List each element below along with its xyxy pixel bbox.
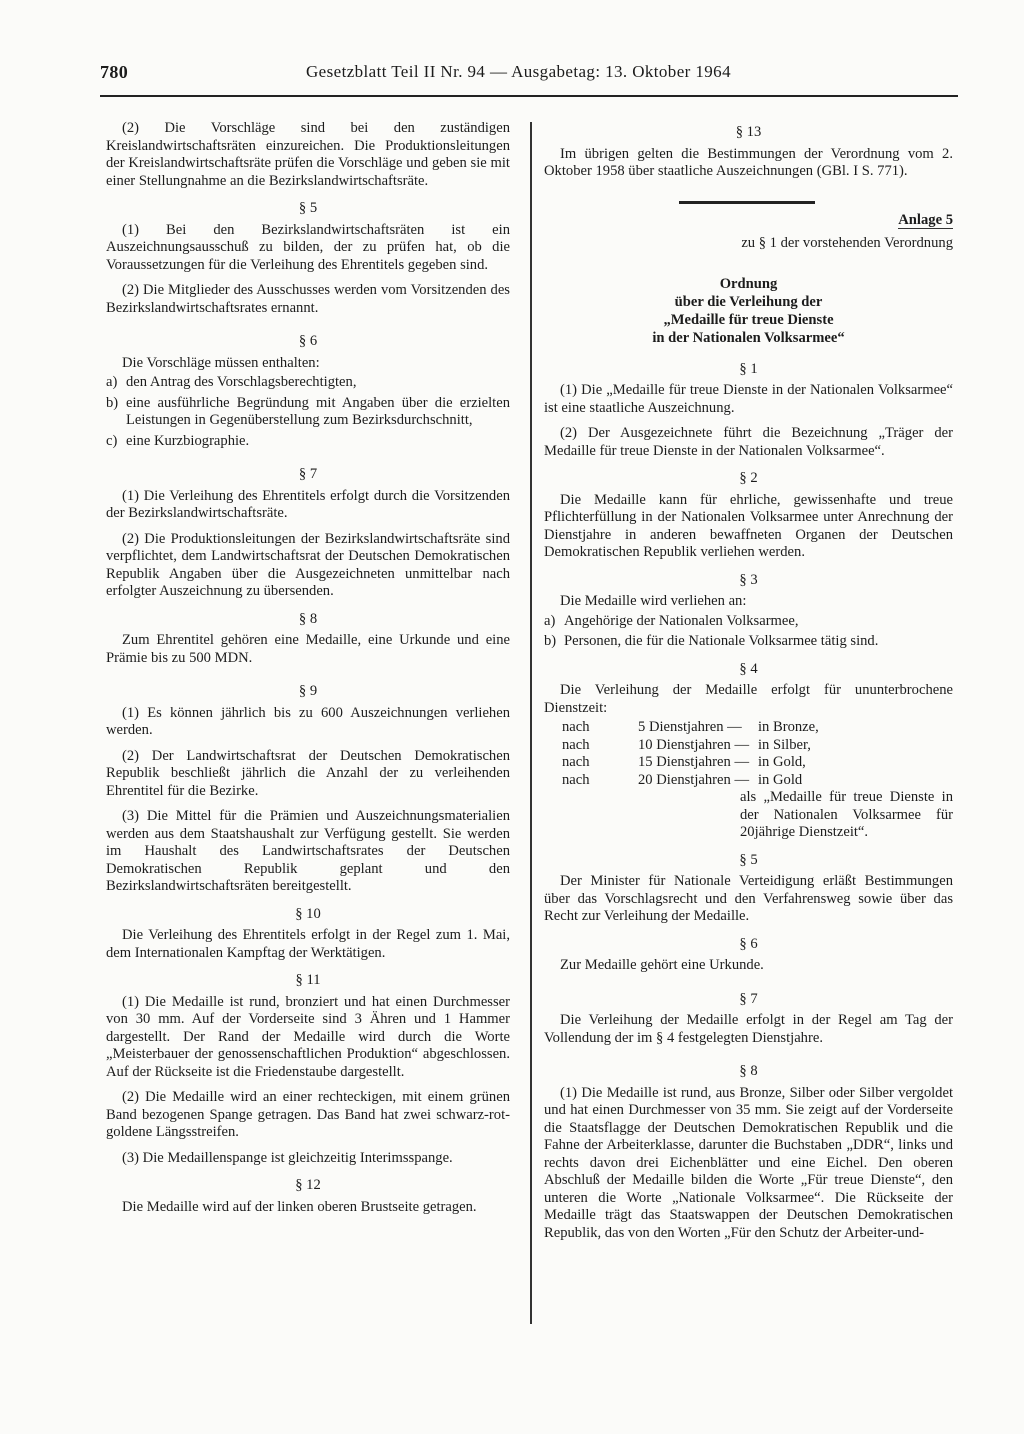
section-heading: § 6 <box>298 333 318 349</box>
row-years: 15 Dienstjahren — <box>638 754 750 770</box>
section-heading: § 7 <box>298 466 318 482</box>
paragraph: (1) Bei den Bezirkslandwirtschaftsräten ist ein Auszeichnungsausschuß zu bilden, der zu prüfen hat, ob die Voraussetzungen für die Verleihung des Ehrentitels gegeben sind. <box>106 221 510 273</box>
section-heading: § 7 <box>739 990 758 1007</box>
section-heading: § 8 <box>739 1063 758 1079</box>
paragraph: Zur Medaille gehört eine Urkunde. <box>560 957 764 973</box>
list-label: a) <box>544 612 556 629</box>
column-divider <box>530 122 532 1324</box>
section-heading: § 1 <box>739 360 758 377</box>
annex-title <box>544 212 953 230</box>
list-item <box>544 633 953 651</box>
list-item <box>106 395 510 430</box>
list-text: den Antrag des Vorschlagsberechtigten, <box>126 374 357 390</box>
row-prefix: nach <box>562 771 590 788</box>
annex-rule <box>679 201 815 204</box>
list-text: eine ausführliche Begründung mit Angaben über die erzielten Leistungen in Gegenüberstellung zum Bezirksdurchschnitt, <box>126 394 510 428</box>
row-prefix: nach <box>562 719 590 735</box>
paragraph: Die Medaille wird verliehen an: <box>560 593 747 609</box>
header-rule <box>100 95 958 97</box>
paragraph: (1) Es können jährlich bis zu 600 Auszeichnungen verliehen werden. <box>106 704 510 738</box>
section-heading: § 9 <box>298 683 318 699</box>
row-years: 5 Dienstjahren — <box>638 719 742 735</box>
paragraph: (3) Die Mittel für die Prämien und Auszeichnungsmaterialien werden aus dem Staatshaushalt zur Verfügung gestellt. Sie werden im Haushalt des Landwirtschaftsrates der Deutschen Demokratischen Republik geplant und den Bezirkslandwirtschaftsräten bereitgestellt. <box>106 808 510 894</box>
paragraph: Die Medaille kann für ehrliche, gewissenhafte und treue Pflichterfüllung in der Nationalen Volksarmee unter Anrechnung der Dienstjahre in anderen bewaffneten Organen der Deutschen Demokratischen Republik verliehen werden. <box>544 491 953 560</box>
section-heading: § 5 <box>298 200 318 216</box>
paragraph: (1) Die Medaille ist rund, bronziert und hat einen Durchmesser von 30 mm. Auf der Vorderseite sind 3 Ähren und 1 Hammer dargestellt. Der Rand der Medaille wird durch die Worte „Meisterbauer der genossenschaftlichen Produktion“ abgeschlossen. Auf der Rückseite ist die Friedenstaube dargestellt. <box>106 993 510 1080</box>
section-heading: § 5 <box>739 851 758 868</box>
paragraph: Zum Ehrentitel gehören eine Medaille, eine Urkunde und eine Prämie bis zu 500 MDN. <box>106 632 510 666</box>
service-years-row <box>562 772 953 790</box>
paragraph: Im übrigen gelten die Bestimmungen der Verordnung vom 2. Oktober 1958 über staatliche Auszeichnungen (GBl. I S. 771). <box>544 145 953 179</box>
annex-title-text: Anlage 5 <box>898 211 953 228</box>
section-heading: § 13 <box>735 124 762 140</box>
list-item <box>106 433 510 451</box>
paragraph: Die Verleihung der Medaille erfolgt in der Regel am Tag der Vollendung der im § 4 festgelegten Dienstjahre. <box>544 1012 953 1046</box>
paragraph: (2) Der Ausgezeichnete führt die Bezeichnung „Träger der Medaille für treue Dienste in der Nationalen Volksarmee“. <box>544 425 953 459</box>
paragraph: (2) Die Vorschläge sind bei den zuständigen Kreislandwirtschaftsräten einzureichen. Die Produktionsleitungen der Kreislandwirtschaftsräte prüfen die Vorschläge und geben sie mit einer Stellungnahme an die Bezirkslandwirtschaftsräte. <box>106 120 510 189</box>
section-heading: § 8 <box>298 610 318 627</box>
paragraph: (1) Die „Medaille für treue Dienste in der Nationalen Volksarmee“ ist eine staatliche Auszeichnung. <box>544 382 953 416</box>
list-label: b) <box>544 633 557 649</box>
row-grade: in Silber, <box>758 736 811 753</box>
list-label: a) <box>106 374 118 390</box>
section-heading: § 4 <box>739 660 758 677</box>
left-column <box>106 120 510 1224</box>
paragraph: Die Verleihung des Ehrentitels erfolgt in der Regel zum 1. Mai, dem Internationalen Kampftag der Werktätigen. <box>106 927 510 961</box>
page-header <box>100 62 958 86</box>
row-grade: in Gold, <box>758 754 806 770</box>
row-prefix: nach <box>562 754 590 770</box>
paragraph: Die Medaille wird auf der linken oberen Brustseite getragen. <box>122 1198 477 1215</box>
list-text: Angehörige der Nationalen Volksarmee, <box>564 612 799 629</box>
order-title-line: in der Nationalen Volksarmee“ <box>652 329 845 346</box>
service-years-row <box>562 719 953 737</box>
service-years-row <box>562 737 953 755</box>
list-label: b) <box>106 394 119 411</box>
section-heading: § 11 <box>295 972 321 988</box>
order-title <box>544 275 953 347</box>
running-title: Gesetzblatt Teil II Nr. 94 — Ausgabetag: 13. Oktober 1964 <box>306 62 731 81</box>
row-grade: in Bronze, <box>758 719 819 735</box>
paragraph: (2) Die Mitglieder des Ausschusses werden vom Vorsitzenden des Bezirkslandwirtschaftsrates ernannt. <box>106 282 510 316</box>
order-title-line: über die Verleihung der <box>674 293 823 310</box>
row-years: 20 Dienstjahren — <box>638 771 750 788</box>
paragraph: Die Verleihung der Medaille erfolgt für ununterbrochene Dienstzeit: <box>544 682 953 716</box>
list-item <box>106 374 510 392</box>
row-prefix: nach <box>562 736 590 753</box>
section-heading: § 3 <box>739 571 758 588</box>
paragraph: (1) Die Verleihung des Ehrentitels erfolgt durch die Vorsitzenden der Bezirkslandwirtschaftsräte. <box>106 487 510 521</box>
order-title-line: „Medaille für treue Dienste <box>663 311 834 328</box>
paragraph: (2) Die Produktionsleitungen der Bezirkslandwirtschaftsräte sind verpflichtet, dem Landwirtschaftsrat der Deutschen Demokratischen Republik Angaben über die Ausgezeichneten unmittelbar nach erfolgter Auszeichnung zu übersenden. <box>106 530 510 599</box>
paragraph: (2) Die Medaille wird an einer rechteckigen, mit einem grünen Band bezogenen Spange getragen. Das Band hat zwei schwarz-rot-goldene Längsstreifen. <box>106 1089 510 1140</box>
paragraph: (3) Die Medaillenspange ist gleichzeitig Interimsspange. <box>122 1149 453 1166</box>
row-grade: in Gold <box>758 771 803 788</box>
paragraph: Der Minister für Nationale Verteidigung erläßt Bestimmungen über das Vorschlagsrecht und den Verfahrensweg sowie über das Recht zur Verleihung der Medaille. <box>544 873 953 924</box>
list-text: Personen, die für die Nationale Volksarmee tätig sind. <box>564 633 879 649</box>
paragraph: (2) Der Landwirtschaftsrat der Deutschen Demokratischen Republik beschließt jährlich die Anzahl der zu verleihenden Ehrentitel für die Bezirke. <box>106 747 510 799</box>
paragraph: Die Vorschläge müssen enthalten: <box>122 354 320 371</box>
paragraph: (1) Die Medaille ist rund, aus Bronze, Silber oder Silber vergoldet und hat einen Durchmesser von 35 mm. Sie zeigt auf der Vorderseite die Staatsflagge der Deutschen Demokratischen Republik und die Fahne der Arbeiterklasse, darunter die Buchstaben „DDR“, links und rechts davon drei Eichenblätter und eine Eichel. Den oberen Abschluß der Medaille bilden die Worte „Für treue Dienste“, den unteren die Worte „Nationale Volksarmee“. Die Rückseite der Medaille trägt das Staatswappen der Deutschen Demokratischen Republik, das von den Worten „Für den Schutz der Arbeiter-und- <box>544 1084 953 1241</box>
right-column <box>544 120 953 1250</box>
list-label: c) <box>106 432 118 449</box>
order-title-line: Ordnung <box>719 275 778 292</box>
section-heading: § 12 <box>295 1177 321 1193</box>
row-years: 10 Dienstjahren — <box>638 736 750 753</box>
section-heading: § 2 <box>739 470 758 486</box>
list-item <box>544 613 953 631</box>
page-number: 780 <box>100 62 129 82</box>
service-years-note: als „Medaille für treue Dienste in der Nationalen Volksarmee für 20jährige Dienstzeit“. <box>740 789 953 840</box>
annex-reference: zu § 1 der vorstehenden Verordnung <box>741 235 953 251</box>
section-heading: § 6 <box>739 935 758 952</box>
service-years-row <box>562 754 953 772</box>
list-text: eine Kurzbiographie. <box>126 432 250 449</box>
section-heading: § 10 <box>295 905 321 922</box>
